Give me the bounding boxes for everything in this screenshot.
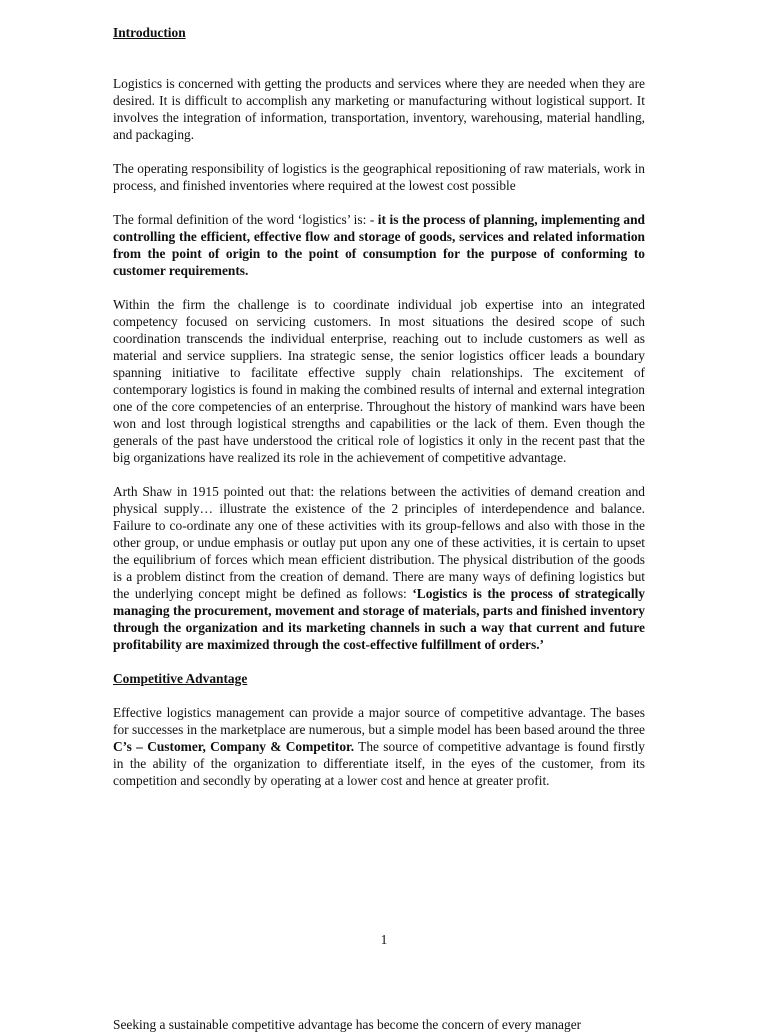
competitive-advantage-heading: Competitive Advantage: [113, 671, 248, 686]
intro-paragraph-4: Within the firm the challenge is to coordinate individual job expertise into an integrated competency focused on servicing customers. In most situations the desired scope of such coordination transcends the individual enterprise, reaching out to include customers as well as material and service suppliers. Ina strategic sense, the senior logistics officer leads a boundary spanning initiative to facilitate effective supply chain relationships. The excitement of contemporary logistics is found in making the combined results of internal and external integration one of the core competencies of an enterprise. Throughout the history of mankind wars have been won and lost through logistical strengths and capabilities or the lack of them. Even though the generals of the past have understood the critical role of logistics it only in the recent past that the big organizations have realized its role in the achievement of competitive advantage.: [113, 297, 645, 465]
next-page-text-cutoff: Seeking a sustainable competitive advantage has become the concern of every manager: [113, 1017, 582, 1032]
intro-paragraph-3-lead: The formal definition of the word ‘logistics’ is: -: [113, 212, 378, 227]
logistics-definition-quote-bold: ‘Logistics is the process of strategically managing the procurement, movement and storage of materials, parts and finished inventory through the organization and its marketing channels in such a way that current and future profitability are maximized through the cost-effective fulfillment of orders.’: [113, 586, 645, 652]
logistics-definition-bold: it is the process of planning, implementing and controlling the efficient, effective flow and storage of goods, services and related information from the point of origin to the point of consumption for the purpose of conforming to customer requirements.: [113, 212, 645, 278]
intro-paragraph-5: [113, 483, 645, 653]
intro-paragraph-3: [113, 211, 645, 279]
intro-paragraph-5-lead: Arth Shaw in 1915 pointed out that: the relations between the activities of demand creation and physical supply… illustrate the existence of the 2 principles of interdependence and balance. Failure to co-ordinate any one of these activities with its group-fellows and also with those in the other group, or undue emphasis or outlay put upon any one of these activities, it is certain to upset the equilibrium of forces which mean efficient distribution. The physical distribution of the goods is a problem distinct from the creation of demand. There are many ways of defining logistics but the underlying concept might be defined as follows:: [113, 484, 645, 601]
page-number: 1: [380, 932, 388, 947]
competitive-paragraph-1: [113, 704, 645, 789]
competitive-paragraph-1-lead: Effective logistics management can provide a major source of competitive advantage. The bases for successes in the marketplace are numerous, but a simple model has been based around the three: [113, 705, 645, 737]
competitive-paragraph-1-tail: The source of competitive advantage is found firstly in the ability of the organization to differentiate itself, in the eyes of the customer, from its competition and secondly by operating at a lower cost and hence at greater profit.: [113, 739, 646, 788]
three-cs-bold: C’s – Customer, Company & Competitor.: [113, 739, 355, 754]
document-body: [113, 24, 645, 789]
intro-paragraph-1: Logistics is concerned with getting the products and services where they are needed when they are desired. It is difficult to accomplish any marketing or manufacturing without logistical support. It involves the integration of information, transportation, inventory, warehousing, material handling, and packaging.: [113, 76, 645, 142]
intro-paragraph-2: The operating responsibility of logistics is the geographical repositioning of raw materials, work in process, and finished inventories where required at the lowest cost possible: [113, 161, 645, 193]
introduction-heading: Introduction: [113, 25, 186, 40]
